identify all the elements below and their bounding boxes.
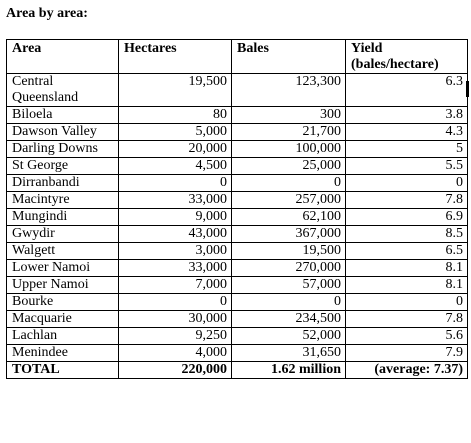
cell-bales: 0 <box>232 294 346 311</box>
cell-hectares: 0 <box>119 175 232 192</box>
cell-area: Menindee <box>7 345 119 362</box>
total-label: TOTAL <box>7 362 119 379</box>
table-row <box>7 158 468 175</box>
header-yield-text: Yield (bales/hectare) <box>351 41 439 72</box>
cell-hectares: 20,000 <box>119 141 232 158</box>
cell-bales: 57,000 <box>232 277 346 294</box>
cell-yield: 6.5 <box>346 243 468 260</box>
cell-hectares: 3,000 <box>119 243 232 260</box>
text-cursor <box>466 81 469 97</box>
cell-area: Lachlan <box>7 328 119 345</box>
cell-bales: 31,650 <box>232 345 346 362</box>
cell-yield: 8.1 <box>346 277 468 294</box>
cell-yield: 7.9 <box>346 345 468 362</box>
cell-hectares: 30,000 <box>119 311 232 328</box>
total-hectares: 220,000 <box>119 362 232 379</box>
cell-area: Dawson Valley <box>7 124 119 141</box>
table-row <box>7 345 468 362</box>
table-total-row <box>7 362 468 379</box>
cell-area: Upper Namoi <box>7 277 119 294</box>
cell-hectares: 33,000 <box>119 192 232 209</box>
cell-bales: 123,300 <box>232 74 346 107</box>
table-body <box>7 74 468 379</box>
cell-bales: 21,700 <box>232 124 346 141</box>
cell-area: Biloela <box>7 107 119 124</box>
cell-area: Bourke <box>7 294 119 311</box>
cell-yield: 7.8 <box>346 192 468 209</box>
cell-area: Lower Namoi <box>7 260 119 277</box>
table-row <box>7 294 468 311</box>
cell-yield: 5.5 <box>346 158 468 175</box>
table-row <box>7 243 468 260</box>
table-row <box>7 175 468 192</box>
cell-bales: 62,100 <box>232 209 346 226</box>
cell-bales: 257,000 <box>232 192 346 209</box>
cell-yield: 8.1 <box>346 260 468 277</box>
cell-hectares: 4,000 <box>119 345 232 362</box>
cell-yield: 6.3 <box>346 74 468 107</box>
cell-yield: 7.8 <box>346 311 468 328</box>
cell-yield: 5 <box>346 141 468 158</box>
cell-hectares: 33,000 <box>119 260 232 277</box>
table-row <box>7 192 468 209</box>
cell-area: Mungindi <box>7 209 119 226</box>
cell-bales: 234,500 <box>232 311 346 328</box>
cell-hectares: 4,500 <box>119 158 232 175</box>
cell-bales: 25,000 <box>232 158 346 175</box>
cell-yield: 4.3 <box>346 124 468 141</box>
cell-hectares: 9,000 <box>119 209 232 226</box>
cell-hectares: 0 <box>119 294 232 311</box>
area-data-table <box>6 39 468 379</box>
cell-bales: 0 <box>232 175 346 192</box>
table-row <box>7 277 468 294</box>
cell-bales: 300 <box>232 107 346 124</box>
cell-hectares: 80 <box>119 107 232 124</box>
cell-yield: 0 <box>346 175 468 192</box>
table-row <box>7 226 468 243</box>
cell-yield: 8.5 <box>346 226 468 243</box>
cell-yield: 3.8 <box>346 107 468 124</box>
cell-area: Dirranbandi <box>7 175 119 192</box>
cell-area: Gwydir <box>7 226 119 243</box>
cell-yield: 6.9 <box>346 209 468 226</box>
cell-area: Macquarie <box>7 311 119 328</box>
header-hectares: Hectares <box>119 40 232 74</box>
cell-hectares: 43,000 <box>119 226 232 243</box>
table-row <box>7 74 468 107</box>
cell-area: St George <box>7 158 119 175</box>
table-row <box>7 328 468 345</box>
cell-bales: 19,500 <box>232 243 346 260</box>
header-yield <box>346 40 468 74</box>
table-row <box>7 107 468 124</box>
cell-hectares: 19,500 <box>119 74 232 107</box>
header-area: Area <box>7 40 119 74</box>
table-row <box>7 311 468 328</box>
section-heading: Area by area: <box>6 6 88 21</box>
table-row <box>7 124 468 141</box>
cell-area: Walgett <box>7 243 119 260</box>
cell-hectares: 9,250 <box>119 328 232 345</box>
table-row <box>7 209 468 226</box>
cell-area: Macintyre <box>7 192 119 209</box>
cell-yield: 0 <box>346 294 468 311</box>
table-row <box>7 141 468 158</box>
cell-bales: 100,000 <box>232 141 346 158</box>
cell-bales: 270,000 <box>232 260 346 277</box>
header-bales: Bales <box>232 40 346 74</box>
cell-bales: 52,000 <box>232 328 346 345</box>
cell-hectares: 5,000 <box>119 124 232 141</box>
cell-hectares: 7,000 <box>119 277 232 294</box>
total-bales: 1.62 million <box>232 362 346 379</box>
table-row <box>7 260 468 277</box>
cell-area: Central Queensland <box>7 74 119 107</box>
total-yield: (average: 7.37) <box>346 362 468 379</box>
cell-bales: 367,000 <box>232 226 346 243</box>
cell-yield: 5.6 <box>346 328 468 345</box>
table-header-row <box>7 40 468 74</box>
cell-area: Darling Downs <box>7 141 119 158</box>
